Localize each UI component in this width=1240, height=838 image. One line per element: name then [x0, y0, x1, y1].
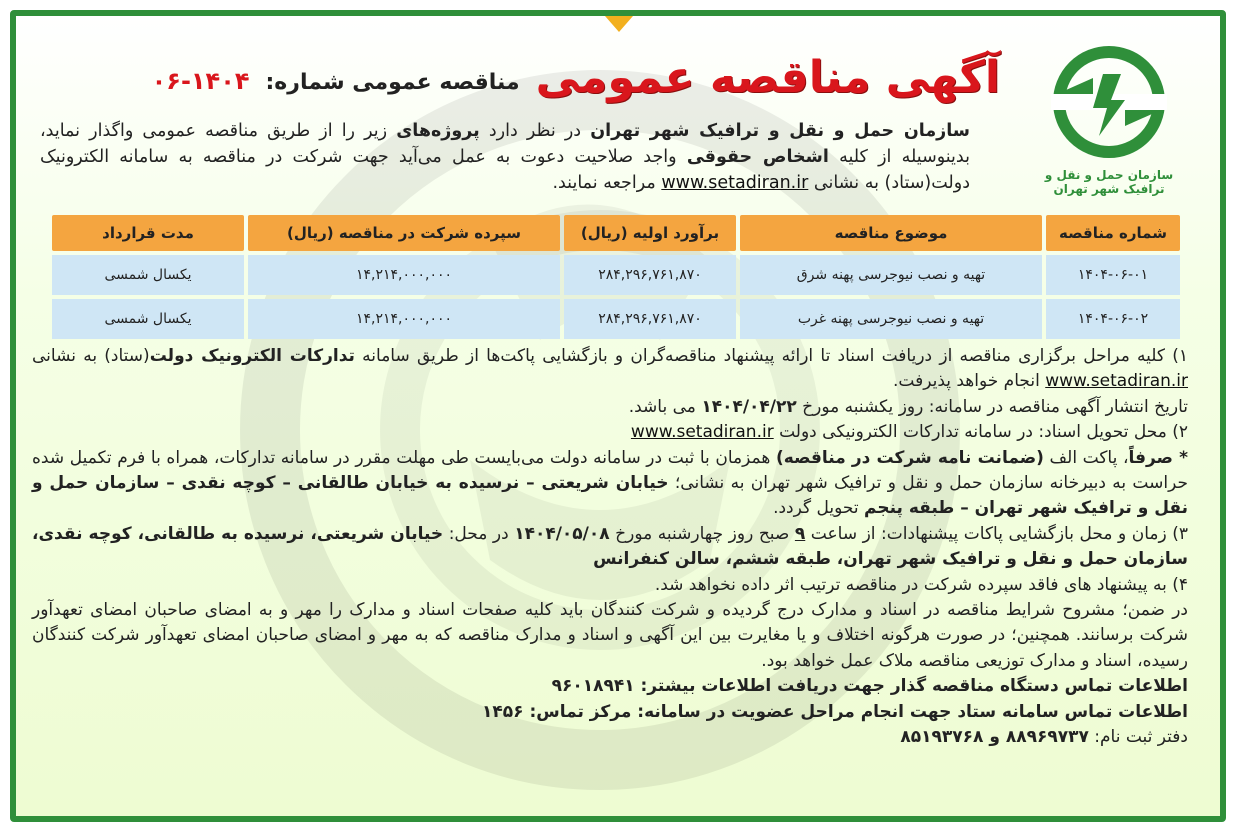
cell-deposit: ۱۴,۲۱۴,۰۰۰,۰۰۰ [248, 299, 560, 339]
clause-4: ۴) به پیشنهاد های فاقد سپرده شرکت در مناقصه ترتیب اثر داده نخواهد شد. [654, 574, 1188, 595]
ad-title [140, 48, 1000, 103]
general-terms: در ضمن؛ مشروح شرایط مناقصه در اسناد و مدارک درج گردیده و شرکت کنندگان باید کلیه صفحات اسناد و مدارک را مهر و به امضای صاحبان امضای تعهدآور شرکت برسانند. همچنین؛ در صورت هرگونه اختلاف و یا مغایرت بین این آگهی و اسناد و مدارک مناقصه که به مهر و امضای صاحبان امضای تعهدآور شرکت کنندگان رسیده، اسناد و مدارک توزیعی مناقصه ملاک عمل خواهد بود. [32, 600, 1188, 671]
tenderer-phone: ۹۶۰۱۸۹۴۱ [551, 676, 635, 697]
ad-body [32, 344, 1188, 751]
clause-2 [32, 420, 1188, 445]
publish-date-line [32, 395, 1188, 420]
organization-logo [1024, 44, 1194, 196]
contact-registration [32, 725, 1188, 750]
cell-duration: یکسال شمسی [52, 255, 244, 295]
registration-phones: ۸۸۹۶۹۷۳۷ و ۸۵۱۹۳۷۶۸ [900, 727, 1089, 748]
cell-subject: تهیه و نصب نیوجرسی پهنه شرق [740, 255, 1042, 295]
header-duration: مدت قرارداد [52, 215, 244, 251]
intro-text: در نظر دارد [479, 121, 591, 141]
setad-link[interactable]: www.setadiran.ir [630, 422, 774, 443]
clause-text: ۳) زمان و محل بازگشایی پاکات پیشنهادات: از ساعت [805, 523, 1188, 544]
clause-3 [32, 522, 1188, 573]
tender-table [48, 211, 1184, 343]
clause-text: همزمان با ثبت در سامانه دولت می‌بایست طی مهلت مقرر در سامانه تدارکات، همراه با فرم تکمیل شده حراست به دبیرخانه سازمان حمل و نقل و ترافیک شهر تهران به نشانی؛ [32, 447, 1188, 494]
opening-date: ۱۴۰۴/۰۵/۰۸ [514, 523, 610, 544]
clause-text: ۲) محل تحویل اسناد: در سامانه تدارکات الکترونیکی دولت [773, 422, 1188, 443]
intro-text: مراجعه نمایند. [552, 173, 662, 193]
clause-text: تاریخ انتشار آگهی مناقصه در سامانه: روز یکشنبه مورخ [796, 396, 1188, 417]
delivery-address: خیابان شریعتی – نرسیده به خیابان طالقانی – کوچه نقدی – سازمان حمل و نقل و ترافیک شهر تهران – طبقه پنجم [32, 473, 1188, 519]
envelope-clause [32, 446, 1188, 522]
publish-date: ۱۴۰۴/۰۴/۲۲ [701, 396, 797, 417]
cell-estimate: ۲۸۴,۲۹۶,۷۶۱,۸۷۰ [564, 255, 736, 295]
clause-text: انجام خواهد پذیرفت. [892, 371, 1046, 392]
clause-text: تحویل گردد. [773, 498, 864, 519]
contact-tenderer [32, 674, 1188, 699]
clause-bold: * صرفاً [1128, 447, 1188, 468]
contact-setad [32, 700, 1188, 725]
clause-text: ، پاکت الف [1043, 447, 1129, 468]
intro-legal-persons: اشخاص حقوقی [686, 147, 829, 167]
tender-number: ۰۶-۱۴۰۴ [151, 67, 250, 96]
table-row [52, 255, 1180, 295]
setad-link[interactable]: www.setadiran.ir [1045, 371, 1188, 392]
clause-text: ۱) کلیه مراحل برگزاری مناقصه از دریافت اسناد تا ارائه پیشنهاد مناقصه‌گران و بازگشایی پاکت‌ها از طریق سامانه [354, 346, 1188, 366]
clause-text: (ستاد) به نشانی [32, 346, 150, 366]
title-main: آگهی مناقصه عمومی [535, 52, 1000, 103]
clause-bold: اطلاعات تماس دستگاه مناقصه گذار جهت دریافت اطلاعات بیشتر: [634, 676, 1188, 697]
intro-projects: پروژه‌های [396, 121, 480, 141]
cell-tender-number: ۱۴۰۴-۰۶-۰۱ [1046, 255, 1180, 295]
header-estimate: برآورد اولیه (ریال) [564, 215, 736, 251]
header-subject: موضوع مناقصه [740, 215, 1042, 251]
opening-address: خیابان شریعتی، نرسیده به طالقانی، کوچه نقدی، سازمان حمل و نقل و ترافیک شهر تهران، طبقه ششم، سالن کنفرانس [32, 523, 1188, 570]
cell-estimate: ۲۸۴,۲۹۶,۷۶۱,۸۷۰ [564, 299, 736, 339]
clause-text: می باشد. [628, 396, 702, 417]
clause-1 [32, 344, 1188, 395]
clause-bold: اطلاعات تماس سامانه ستاد جهت انجام مراحل عضویت در سامانه: مرکز تماس: [523, 701, 1188, 722]
table-header-row [52, 215, 1180, 251]
table-row [52, 299, 1180, 339]
intro-text: زیر را از طریق مناقصه عمومی واگذار نماید، بدینوسیله از کلیه [40, 121, 970, 167]
clause-bold: (ضمانت نامه شرکت در مناقصه) [775, 447, 1044, 468]
header-tender-number: شماره مناقصه [1046, 215, 1180, 251]
cell-duration: یکسال شمسی [52, 299, 244, 339]
setad-call-center: ۱۴۵۶ [482, 701, 524, 722]
cell-subject: تهیه و نصب نیوجرسی پهنه غرب [740, 299, 1042, 339]
setad-link[interactable]: www.setadiran.ir [661, 173, 809, 193]
intro-text: واجد صلاحیت دعوت به عمل می‌آید جهت شرکت در مناقصه به سامانه الکترونیک دولت(ستاد) به نشانی [40, 147, 970, 193]
intro-paragraph [40, 118, 970, 196]
clause-text: در محل: [443, 523, 515, 544]
cell-tender-number: ۱۴۰۴-۰۶-۰۲ [1046, 299, 1180, 339]
opening-hour: ۹ [794, 523, 806, 544]
cell-deposit: ۱۴,۲۱۴,۰۰۰,۰۰۰ [248, 255, 560, 295]
tehran-traffic-logo-icon [1047, 44, 1171, 160]
clause-text: صبح روز چهارشنبه مورخ [609, 523, 795, 544]
org-name: سازمان حمل و نقل و ترافیک شهر تهران [590, 121, 971, 141]
top-notch [605, 16, 633, 32]
logo-caption: سازمان حمل و نقل و ترافیک شهر تهران [1044, 168, 1174, 196]
clause-text: دفتر ثبت نام: [1088, 727, 1188, 748]
clause-bold: تدارکات الکترونیک دولت [149, 346, 355, 366]
title-sub: مناقصه عمومی شماره: [265, 69, 520, 95]
header-deposit: سپرده شرکت در مناقصه (ریال) [248, 215, 560, 251]
